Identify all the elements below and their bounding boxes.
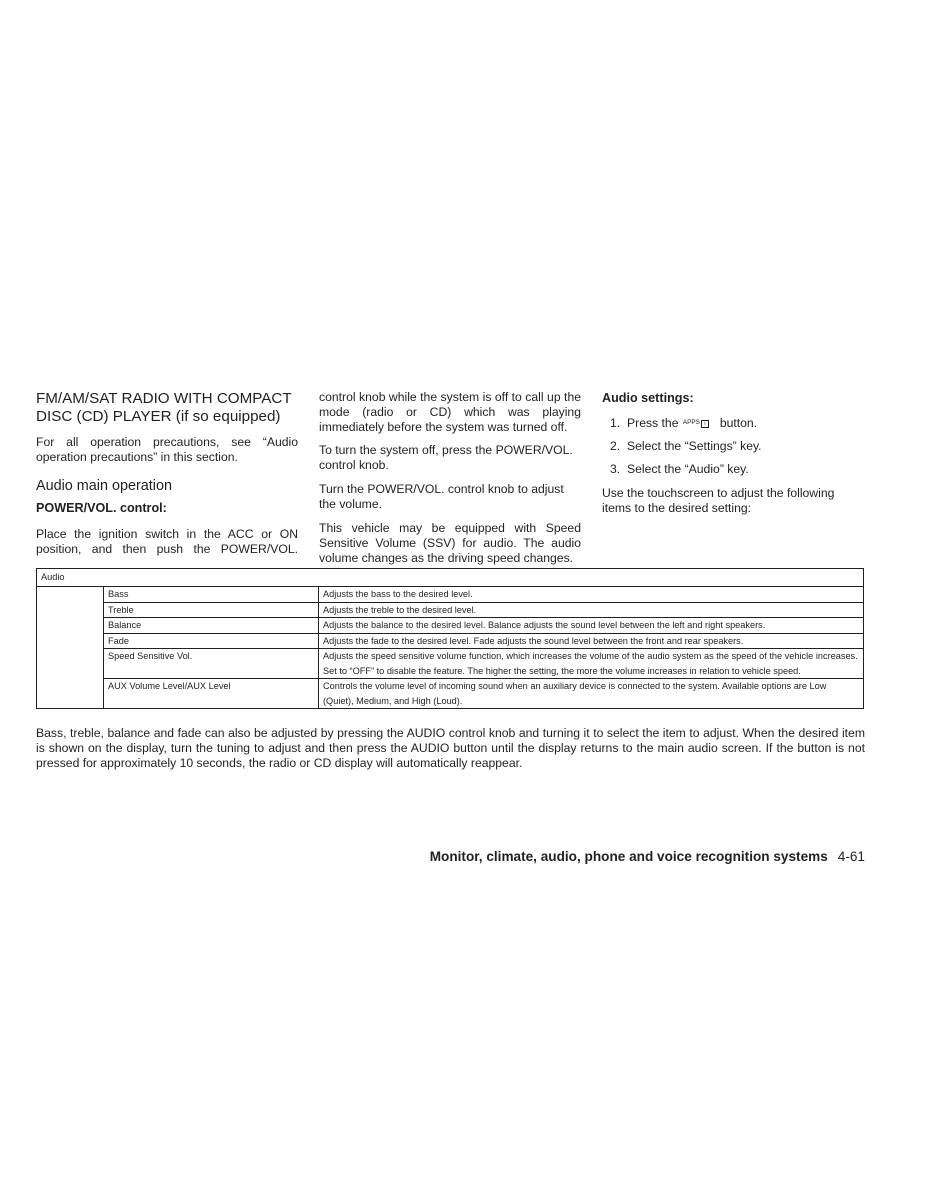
step-text-after: button. bbox=[719, 416, 758, 430]
audio-settings-heading: Audio settings: bbox=[602, 391, 694, 405]
setting-description: Controls the volume level of incoming sound when an auxiliary device is connected to the system. Available options are Low (Quiet), Medium, and High (Loud). bbox=[319, 679, 864, 709]
step-text: Select the “Settings” key. bbox=[627, 439, 762, 453]
table-row bbox=[37, 679, 864, 709]
subsection-title: Audio main operation bbox=[36, 478, 173, 494]
turn-off-text: To turn the system off, press the POWER/VOL. control knob. bbox=[319, 443, 573, 472]
step-number: 1. bbox=[610, 416, 621, 430]
power-vol-heading: POWER/VOL. control: bbox=[36, 501, 167, 515]
apps-button-icon bbox=[683, 419, 709, 428]
touchscreen-instruction: Use the touchscreen to adjust the following items to the desired setting: bbox=[602, 486, 835, 515]
table-row bbox=[37, 602, 864, 618]
table-header: Audio bbox=[37, 569, 864, 587]
list-item bbox=[602, 416, 866, 431]
adjust-volume-text: Turn the POWER/VOL. control knob to adjust the volume. bbox=[319, 482, 564, 511]
table-row bbox=[37, 587, 864, 603]
setting-description: Adjusts the balance to the desired level. Balance adjusts the sound level between the left and right speakers. bbox=[319, 618, 864, 634]
chapter-title: Monitor, climate, audio, phone and voice recognition systems bbox=[429, 849, 828, 864]
page-footer bbox=[400, 848, 865, 866]
power-vol-text-continued bbox=[319, 390, 581, 435]
table-row bbox=[37, 649, 864, 679]
setting-description: Adjusts the fade to the desired level. Fade adjusts the sound level between the front and rear speakers. bbox=[319, 633, 864, 649]
audio-settings-table bbox=[36, 568, 864, 709]
list-item bbox=[602, 462, 866, 477]
table-row bbox=[37, 618, 864, 634]
setting-name: AUX Volume Level/AUX Level bbox=[104, 679, 319, 709]
page-number: 4-61 bbox=[837, 849, 865, 864]
power-vol-text-flow: control knob while the system is off to call up the mode (radio or CD) which was playing immediately before the system was turned off. bbox=[319, 390, 581, 434]
step-text: Select the “Audio” key. bbox=[627, 462, 749, 476]
setting-description: Adjusts the treble to the desired level. bbox=[319, 602, 864, 618]
power-vol-text-body: Place the ignition switch in the ACC or ON position, and then push the POWER/VOL. bbox=[36, 527, 298, 556]
setting-description: Adjusts the speed sensitive volume function, which increases the volume of the audio system as the speed of the vehicle increases. Set to “OFF” to disable the feature. The higher the setting, the more the volume increases in relation to vehicle speed. bbox=[319, 649, 864, 679]
setting-name: Bass bbox=[104, 587, 319, 603]
step-text bbox=[627, 416, 757, 431]
setting-description: Adjusts the bass to the desired level. bbox=[319, 587, 864, 603]
audio-settings-steps bbox=[602, 416, 866, 477]
middle-column bbox=[319, 390, 581, 566]
left-column bbox=[36, 390, 298, 557]
section-title: FM/AM/SAT RADIO WITH COMPACT DISC (CD) PLAYER (if so equipped) bbox=[36, 390, 292, 425]
list-item bbox=[602, 439, 866, 454]
setting-name: Fade bbox=[104, 633, 319, 649]
setting-name: Treble bbox=[104, 602, 319, 618]
step-number: 3. bbox=[610, 462, 621, 476]
right-column bbox=[602, 390, 866, 516]
power-vol-text bbox=[36, 527, 298, 557]
step-number: 2. bbox=[610, 439, 621, 453]
table-row bbox=[37, 633, 864, 649]
table-spacer-cell bbox=[37, 587, 104, 709]
setting-name: Speed Sensitive Vol. bbox=[104, 649, 319, 679]
step-text-before: Press the bbox=[627, 416, 679, 430]
adjustment-note: Bass, treble, balance and fade can also be adjusted by pressing the AUDIO control knob and turning it to select the item to adjust. When the desired item is shown on the display, turn the tuning to adjust and then press the AUDIO button until the display returns to the main audio screen. If the button is not pressed for approximately 10 seconds, the radio or CD display will automatically reappear. bbox=[36, 726, 865, 770]
info-box-icon: i bbox=[701, 420, 709, 428]
apps-button-label: APPS bbox=[682, 419, 700, 426]
ssv-text: This vehicle may be equipped with Speed Sensitive Volume (SSV) for audio. The audio volume changes as the driving speed changes. bbox=[319, 521, 581, 565]
precautions-text: For all operation precautions, see “Audio operation precautions” in this section. bbox=[36, 435, 298, 464]
table-header-row bbox=[37, 569, 864, 587]
setting-name: Balance bbox=[104, 618, 319, 634]
